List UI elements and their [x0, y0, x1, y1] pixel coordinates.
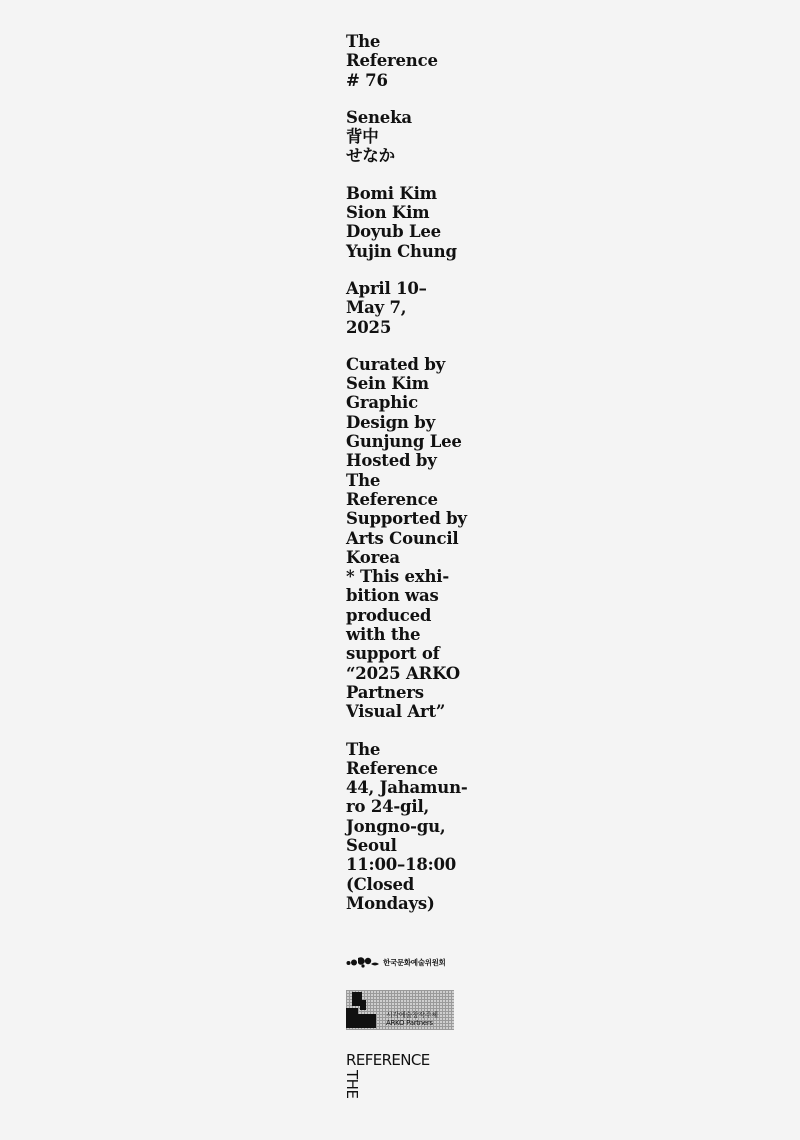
venue-line: Mondays)	[346, 893, 435, 913]
arts-council-emblem-icon	[346, 955, 380, 969]
credit-line: Hosted by	[346, 451, 437, 471]
credit-line: The	[346, 470, 381, 490]
artist-name: Bomi Kim	[346, 183, 437, 203]
venue-block	[346, 740, 476, 914]
credit-line: Partners	[346, 682, 424, 702]
credit-line: with the	[346, 625, 421, 645]
arts-council-korea-wordmark: 한국문화예술위원회	[383, 957, 446, 967]
credit-line: support of	[346, 644, 440, 664]
exhibition-title-line: せなか	[346, 146, 395, 166]
credit-line: Design by	[346, 412, 435, 432]
reference-wordmark: REFERENCE	[346, 1051, 430, 1069]
credits-block	[346, 355, 476, 722]
the-reference-logo	[343, 1051, 456, 1108]
title-line: Reference	[346, 51, 438, 71]
arko-partners-mark-icon	[346, 990, 386, 1030]
venue-line: 11:00–18:00	[346, 855, 457, 875]
credit-line: Graphic	[346, 393, 418, 413]
the-wordmark-text: THE	[343, 1070, 361, 1099]
exhibition-title-line: 背中	[346, 127, 379, 147]
title-line: The	[346, 32, 381, 51]
venue-line: (Closed	[346, 874, 415, 894]
artists-block	[346, 184, 476, 261]
venue-line: 44, Jahamun-	[346, 778, 468, 798]
venue-line: ro 24-gil,	[346, 797, 430, 817]
exhibition-title-block	[346, 108, 476, 166]
credit-line: “2025 ARKO	[346, 663, 460, 683]
title-block	[346, 32, 476, 90]
date-line: May 7,	[346, 298, 407, 318]
credit-line: Korea	[346, 547, 400, 567]
date-line: April 10–	[346, 278, 427, 298]
artist-name: Yujin Chung	[346, 241, 457, 261]
venue-line: Reference	[346, 758, 438, 778]
arko-partners-text	[386, 1011, 438, 1027]
credit-line: Reference	[346, 489, 438, 509]
venue-line: Jongno-gu,	[346, 816, 446, 836]
exhibition-title-line: Seneka	[346, 107, 412, 127]
artist-name: Doyub Lee	[346, 222, 441, 242]
credit-line: * This exhi-	[346, 567, 449, 587]
dates-block	[346, 279, 476, 337]
arts-council-korea-logo	[346, 954, 456, 970]
artist-name: Sion Kim	[346, 203, 430, 223]
arko-partners-korean-label: 시각예술창작주체	[386, 1011, 438, 1019]
poster-text-column	[346, 32, 476, 931]
arko-partners-logo	[346, 990, 454, 1030]
credit-line: Gunjung Lee	[346, 432, 462, 452]
date-line: 2025	[346, 317, 392, 337]
sponsor-logos	[343, 954, 456, 1108]
the-wordmark	[343, 1070, 362, 1108]
title-line: # 76	[346, 70, 388, 90]
venue-line: The	[346, 739, 381, 759]
arko-partners-english-label: ARKO Partners	[386, 1019, 433, 1027]
credit-line: Visual Art”	[346, 702, 446, 722]
credit-line: Sein Kim	[346, 374, 429, 394]
credit-line: Curated by	[346, 354, 446, 374]
credit-line: Arts Council	[346, 528, 459, 548]
credit-line: produced	[346, 605, 432, 625]
venue-line: Seoul	[346, 835, 397, 855]
credit-line: Supported by	[346, 509, 467, 529]
credit-line: bition was	[346, 586, 439, 606]
